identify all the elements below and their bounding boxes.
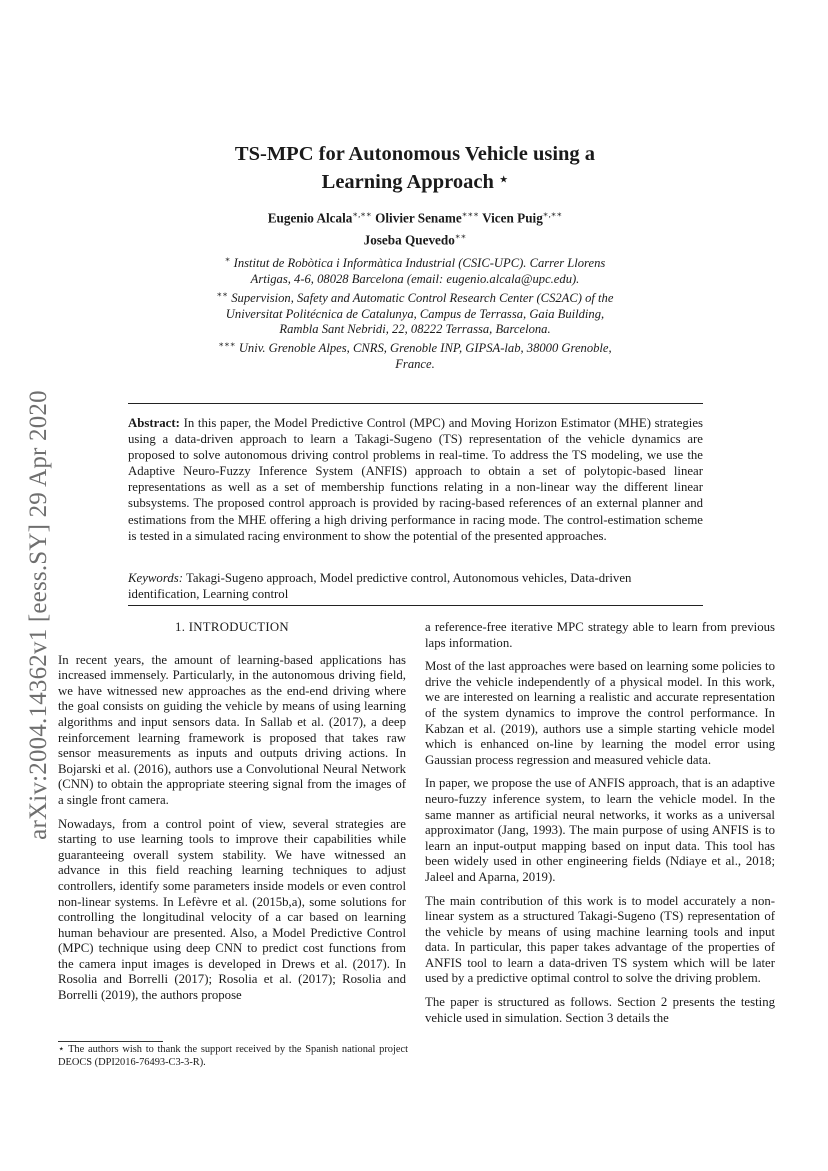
author-name: Eugenio Alcala [267,210,353,226]
paragraph: The main contribution of this work is to model accurately a non-linear system as a structured Takagi-Sugeno (TS) representation of the vehicle by means of using machine learning tools and input data. In particular, this paper takes advantage of the properties of ANFIS tool to learn a data-driven TS system which will be later used by a predictive optimal control to solve the driving problem. [425,893,775,986]
footnote [58,1043,408,1069]
author-name: Vicen Puig [482,210,543,226]
footnote-rule [58,1041,163,1042]
affiliation-mark: ∗ [224,254,231,264]
paragraph: The paper is structured as follows. Section 2 presents the testing vehicle used in simulation. Section 3 details the [425,995,775,1025]
author-list [160,205,670,250]
affiliation-mark: ∗∗ [216,289,229,299]
keywords-text: Takagi-Sugeno approach, Model predictive control, Autonomous vehicles, Data-driven identification, Learning control [128,571,632,602]
abstract-label: Abstract: [128,416,180,430]
keywords-label: Keywords: [128,571,183,585]
arxiv-identifier: arXiv:2004.14362v1 [eess.SY] 29 Apr 2020 [25,389,52,840]
right-column [425,620,775,1034]
paragraph: In paper, we propose the use of ANFIS approach, that is an adaptive neuro-fuzzy inference system, to learn the vehicle model. In the same manner as artificial neural networks, it works as a universal approximator (Jang, 1993). The main purpose of using ANFIS is to learn an input-output mapping based on input data. This tool has been widely used in other engineering fields (Ndiaye et al., 2018; Jaleel and Aparna, 2019). [425,776,775,884]
affiliation-text: Supervision, Safety and Automatic Control Research Center (CS2AC) of the Universitat Politécnica de Catalunya, Campus de Terrassa, Gaia Building, Rambla Sant Nebridi, 22, 08222 Terrassa, Barcelona. [225,291,614,336]
paper-title [160,141,670,195]
author-affiliation-mark: ∗∗∗ [461,209,480,219]
paragraph: Nowadays, from a control point of view, several strategies are starting to use learning tools to improve their capabilities while guaranteeing overall system stability. We have witnessed an advance in this field reaching learning techniques to adjust controllers, identify some parameters inside models or even control non-linear systems. In Lefèvre et al. (2015b,a), some solutions for controlling the longitudinal velocity of a car based on learning human behaviour are presented. Also, a Model Predictive Control (MPC) technique using deep CNN to predict cost functions from the camera input images is developed in Drews et al. (2017). In Rosolia and Borrelli (2017); Rosolia et al. (2017); Rosolia and Borrelli (2019), the authors propose [58,816,406,1003]
section-heading: 1. INTRODUCTION [175,620,289,634]
author-affiliation-mark: ∗∗ [454,231,467,242]
paragraph: Most of the last approaches were based on learning some policies to drive the vehicle independently of a physical model. In this work, we are interested on learning a realistic and accurate representation of the system dynamics to improve the control performance. In Kabzan et al. (2019), authors use a simple starting vehicle model which is enhanced on-line by learning the model error using Gaussian process regression and measured vehicle data. [425,659,775,767]
author-affiliation-mark: ∗,∗∗ [542,209,563,219]
paragraph: a reference-free iterative MPC strategy able to learn from previous laps information. [425,620,775,650]
keywords-bottom-rule [128,605,703,606]
author-affiliation-mark: ∗,∗∗ [352,209,372,219]
abstract-top-rule [128,403,703,404]
abstract-text: In this paper, the Model Predictive Control (MPC) and Moving Horizon Estimator (MHE) strategies using a data-driven approach to learn a Takagi-Sugeno (TS) representation of the vehicle dynamics are proposed to solve autonomous driving control problems in real-time. To address the TS modeling, we use the Adaptive Neuro-Fuzzy Inference System (ANFIS) approach to obtain a set of polytopic-based linear representations as well as a set of membership functions relating in a non-linear way the different linear subsystems. The proposed control approach is provided by racing-based references of an external planner and estimations from the MHE offering a high driving performance in racing mode. The control-estimation scheme is tested in a simulated racing environment to show the potential of the presented approaches. [128,416,704,543]
title-line-2: Learning Approach [321,171,494,193]
affiliations [205,252,625,372]
affiliation-mark: ∗∗∗ [218,339,236,350]
affiliation-3 [205,337,625,372]
affiliation-text: Institut de Robòtica i Informàtica Industrial (CSIC-UPC). Carrer Llorens Artigas, 4-6, 08028 Barcelona (email: eugenio.alcala@upc.edu). [233,256,606,286]
title-line-1: TS-MPC for Autonomous Vehicle using a [234,143,596,165]
author-name: Olivier Sename [375,210,462,226]
abstract [128,415,703,544]
footnote-text: The authors wish to thank the support received by the Spanish national project DEOCS (DPI2016-76493-C3-3-R). [58,1044,408,1068]
affiliation-1 [205,252,625,287]
affiliation-text: Univ. Grenoble Alpes, CNRS, Grenoble INP, GIPSA-lab, 38000 Grenoble, France. [238,341,612,371]
title-footnote-star: ⋆ [498,172,509,188]
keywords [128,570,703,602]
paragraph: In recent years, the amount of learning-based applications has increased immensely. Particularly, in the autonomous driving field, we have witnessed new approaches as the end-end driving where the goal consists on guiding the vehicle by means of using learning algorithms and input sensors data. In Sallab et al. (2017), a deep reinforcement learning framework is proposed that takes raw sensor measurements as inputs and outputs driving actions. In Bojarski et al. (2016), authors use a Convolutional Neural Network (CNN) to obtain the appropriate steering signal from the images of a single front camera. [58,652,406,807]
affiliation-2 [205,287,625,337]
arxiv-identifier-sidebar [22,352,56,877]
left-column [58,620,406,1012]
author-name: Joseba Quevedo [363,232,455,248]
footnote-star: ⋆ [58,1044,65,1055]
